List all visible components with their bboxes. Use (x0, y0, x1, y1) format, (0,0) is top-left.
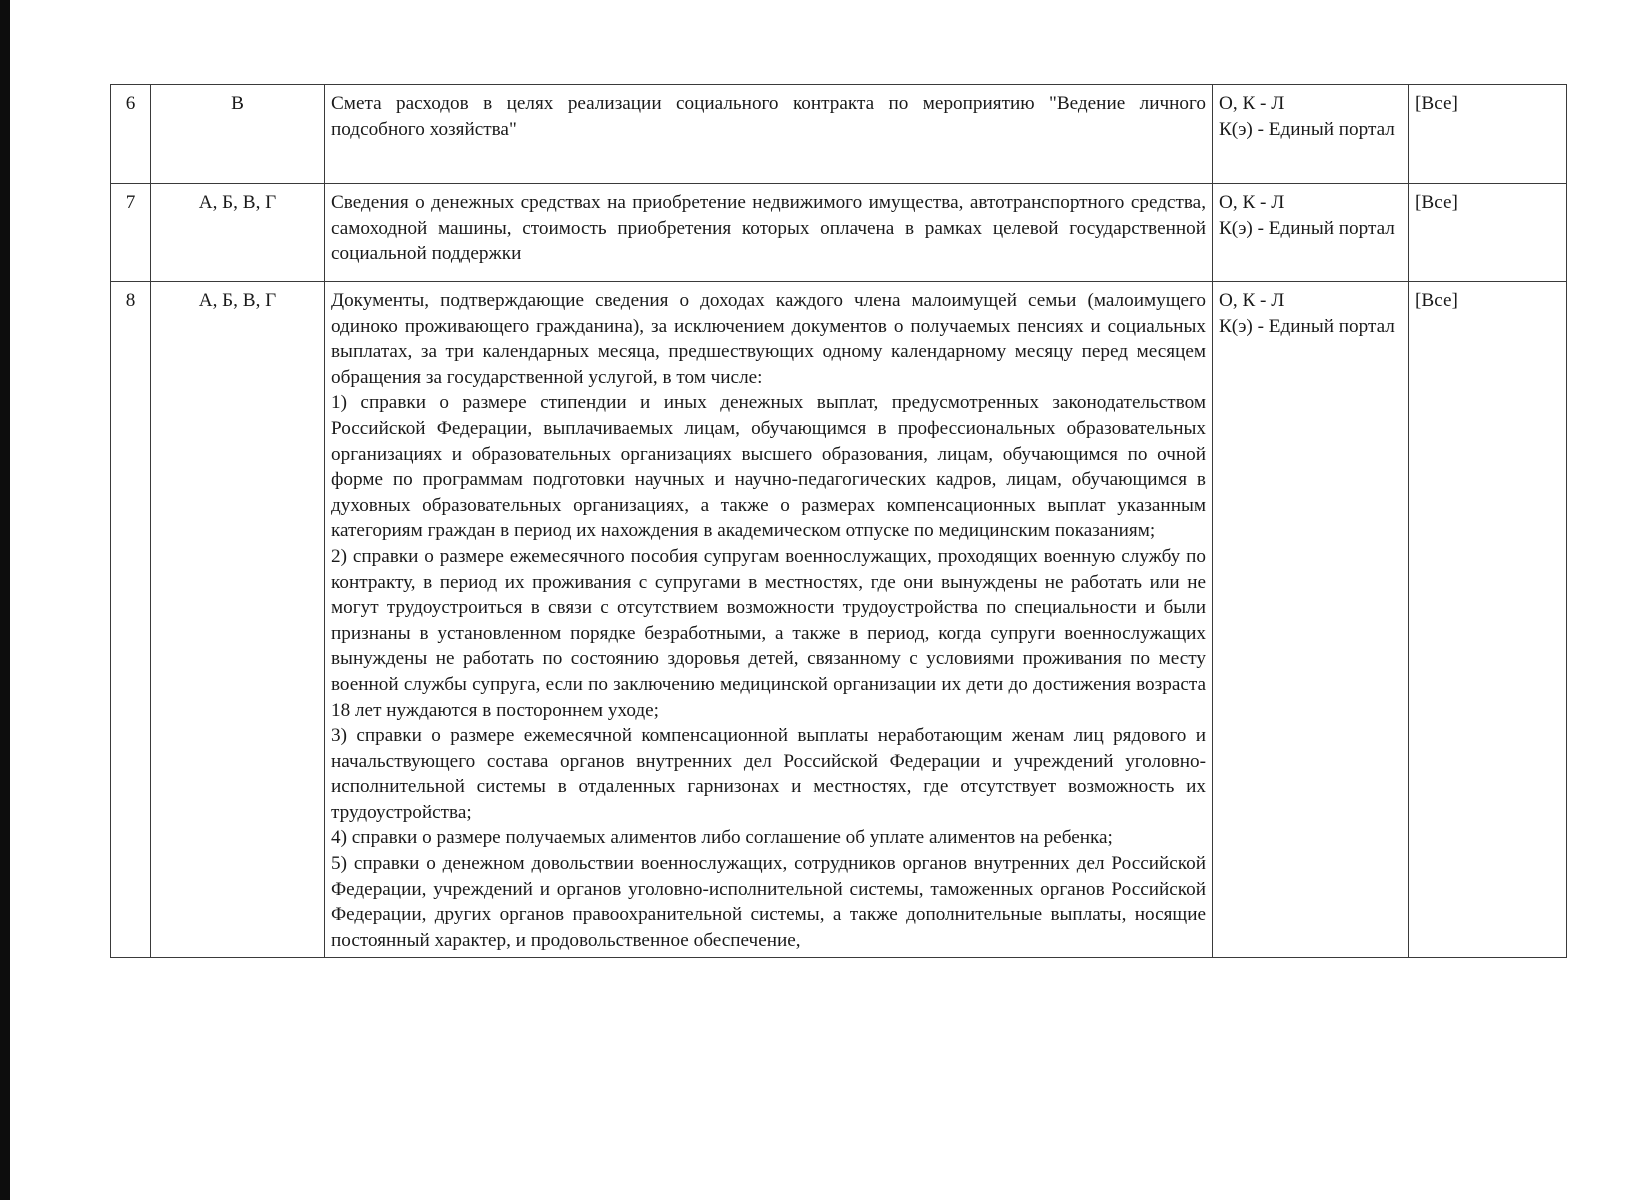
table-row (111, 184, 1567, 282)
row-number: 8 (111, 282, 151, 958)
row-categories: В (151, 85, 325, 184)
form-line: К(э) - Единый портал (1219, 315, 1395, 337)
form-line: К(э) - Единый портал (1219, 118, 1395, 140)
description-paragraph: 4) справки о размере получаемых алиментов либо соглашение об уплате алиментов на ребенка; (331, 827, 1113, 849)
form-line: О, К - Л (1219, 93, 1285, 114)
scan-edge (0, 0, 10, 1200)
form-line: О, К - Л (1219, 192, 1285, 213)
description-paragraph: Сведения о денежных средствах на приобретение недвижимого имущества, автотранспортного средства, самоходной машины, стоимость приобретения которых оплачена в рамках целевой государственной социальной поддержки (331, 192, 1206, 265)
row-description (325, 282, 1213, 958)
row-applicants: [Все] (1409, 282, 1567, 958)
form-line: К(э) - Единый портал (1219, 217, 1395, 239)
description-paragraph: 3) справки о размере ежемесячной компенсационной выплаты неработающим женам лиц рядового и начальствующего состава органов внутренних дел Российской Федерации и учреждений уголовно-исполнительной системы в отдаленных гарнизонах и местностях, где отсутствует возможность их трудоустройства; (331, 725, 1206, 823)
description-paragraph: 1) справки о размере стипендии и иных денежных выплат, предусмотренных законодательством Российской Федерации, выплачиваемых лицам, обучающимся в профессиональных образовательных организациях и образовательных организациях высшего образования, лицам, обучающимся по очной форме по программам подготовки научных и научно-педагогических кадров, лицам, обучающимся в духовных образовательных организациях, а также о размерах компенсационных выплат указанным категориям граждан в период их нахождения в академическом отпуске по медицинским показаниям; (331, 392, 1206, 542)
row-description (325, 85, 1213, 184)
description-paragraph: 2) справки о размере ежемесячного пособия супругам военнослужащих, проходящих военную службу по контракту, в период их проживания с супругами в местностях, где они вынуждены не работать или не могут трудоустроиться в связи с отсутствием возможности трудоустройства по специальности и были признаны в установленном порядке безработными, а также в период, когда супруги военнослужащих вынуждены не работать по состоянию здоровья детей, связанному с условиями проживания по месту военной службы супруга, если по заключению медицинской организации их дети до достижения возраста 18 лет нуждаются в постороннем уходе; (331, 545, 1206, 721)
row-form (1213, 85, 1409, 184)
description-paragraph: 5) справки о денежном довольствии военнослужащих, сотрудников органов внутренних дел Российской Федерации, учреждений и органов уголовно-исполнительной системы, таможенных органов Российской Федерации, других органов правоохранительной системы, а также дополнительные выплаты, носящие постоянный характер, и продовольственное обеспечение, (331, 853, 1206, 951)
row-description (325, 184, 1213, 282)
row-number: 7 (111, 184, 151, 282)
form-line: О, К - Л (1219, 290, 1285, 311)
row-categories: А, Б, В, Г (151, 282, 325, 958)
description-paragraph: Смета расходов в целях реализации социального контракта по мероприятию "Ведение личного подсобного хозяйства" (331, 93, 1206, 140)
row-applicants: [Все] (1409, 184, 1567, 282)
row-form (1213, 184, 1409, 282)
description-paragraph: Документы, подтверждающие сведения о доходах каждого члена малоимущей семьи (малоимущего одиноко проживающего гражданина), за исключением документов о получаемых пенсиях и социальных выплатах, за три календарных месяца, предшествующих одному календарному месяцу перед месяцем обращения за государственной услугой, в том числе: (331, 290, 1206, 388)
row-number: 6 (111, 85, 151, 184)
table-row (111, 85, 1567, 184)
row-form (1213, 282, 1409, 958)
row-categories: А, Б, В, Г (151, 184, 325, 282)
document-table (110, 84, 1567, 958)
table-row (111, 282, 1567, 958)
row-applicants: [Все] (1409, 85, 1567, 184)
